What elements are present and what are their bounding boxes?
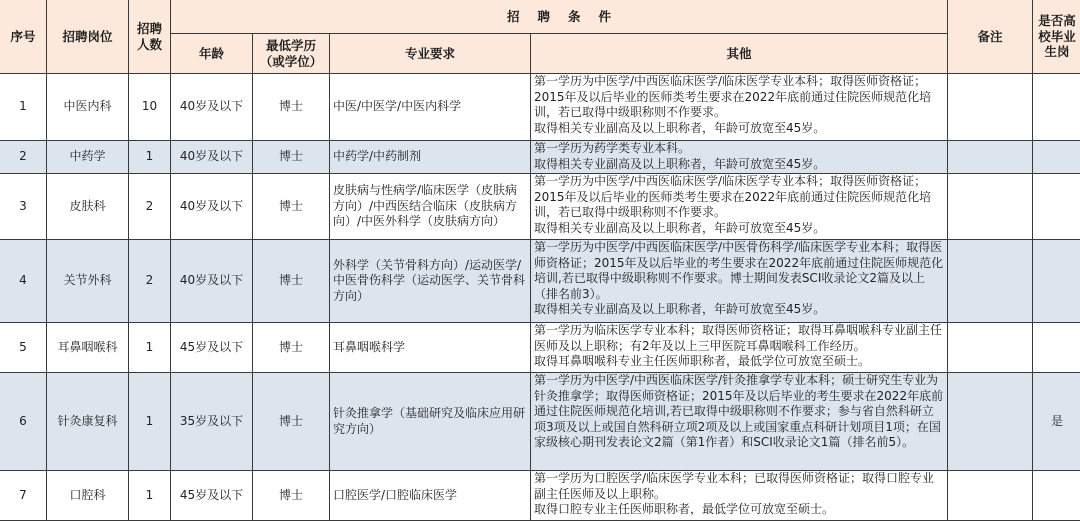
other-text: 取得耳鼻咽喉科专业主任医师职称者，最低学位可放宽至硕士。: [534, 354, 871, 368]
cell-other: [531, 141, 948, 174]
cell-degree: 博士: [253, 323, 330, 373]
cell-other: [531, 74, 948, 141]
cell-position: 皮肤科: [47, 174, 129, 240]
other-text: 第一学历为临床医学专业本科；取得医师资格证；取得耳鼻咽喉科专业副主任医师及以上职称；有2年及以上三甲医院耳鼻咽喉科工作经历。: [534, 323, 943, 353]
header-major: 专业要求: [330, 34, 531, 74]
cell-graduate-post: [1033, 74, 1080, 141]
cell-graduate-post: [1033, 174, 1080, 240]
cell-graduate-post: [1033, 240, 1080, 323]
header-remark: 备注: [948, 0, 1033, 74]
header-degree-line2: （或学位）: [259, 53, 323, 69]
cell-count: 1: [129, 471, 171, 521]
cell-degree: 博士: [253, 240, 330, 323]
other-text: 第一学历为中医学/中西医临床医学/中医骨伤科学/临床医学专业本科；取得医师资格证；2015年及以后毕业的考生要求在2022年底前通过住院医师规范化培训,若已取得中级职称则不作要求。博士期间发表SCI收录论文2篇及以上（排名前3）。: [534, 240, 944, 301]
cell-remark: [948, 74, 1033, 141]
other-text: 第一学历为中医学/中西医临床医学/临床医学专业本科；取得医师资格证；2015年及以后毕业的医师类考生要求在2022年底前通过住院医师规范化培训，若已取得中级职称则不作要求。: [534, 74, 932, 119]
cell-position: 耳鼻咽喉科: [47, 323, 129, 373]
cell-remark: [948, 240, 1033, 323]
other-text: 第一学历为中医学/中西医临床医学/针灸推拿学专业本科；硕士研究生专业为针灸推拿学；取得医师资格证；2015年及以后毕业的考生要求在2022年底前通过住院医师规范化培训,若已取得中级职称则不作要求；参与省自然科研立项3项及以上或国自然科研立项2项及以上或国家重点科研计划项目1项；在国家级核心期刊发表论文2篇（第1作者）和SCI收录论文1篇（排名前5）。: [534, 373, 944, 449]
cell-remark: [948, 323, 1033, 373]
other-text: 取得相关专业副高及以上职称者，年龄可放宽至45岁。: [534, 302, 826, 316]
cell-index: 3: [0, 174, 47, 240]
header-degree: [253, 34, 330, 74]
cell-degree: 博士: [253, 471, 330, 521]
table-row: [0, 240, 1080, 323]
header-count: [129, 0, 171, 74]
cell-degree: 博士: [253, 174, 330, 240]
header-other: 其他: [531, 34, 948, 74]
other-text: 第一学历为中医学/中西医临床医学/临床医学专业本科；取得医师资格证；2015年及以后毕业的医师类考生要求在2022年底前通过住院医师规范化培训，若已取得中级职称则不作要求。: [534, 174, 932, 219]
cell-other: [531, 471, 948, 521]
cell-remark: [948, 471, 1033, 521]
cell-count: 2: [129, 174, 171, 240]
cell-degree: 博士: [253, 373, 330, 471]
cell-count: 1: [129, 141, 171, 174]
other-text: 第一学历为口腔医学/临床医学专业本科；已取得医师资格证；取得口腔专业副主任医师及以上职称。: [534, 471, 935, 501]
cell-count: 1: [129, 373, 171, 471]
cell-other: [531, 174, 948, 240]
table-row: [0, 141, 1080, 174]
cell-age: 35岁及以下: [171, 373, 253, 471]
other-text: 取得相关专业副高及以上职称者，年龄可放宽至45岁。: [534, 120, 826, 135]
cell-index: 1: [0, 74, 47, 141]
cell-major: 针灸推拿学（基础研究及临床应用研究方向）: [330, 373, 531, 471]
header-graduate-line2: 校毕业: [1038, 28, 1076, 44]
cell-index: 6: [0, 373, 47, 471]
header-count-line1: 招聘: [136, 21, 162, 36]
cell-graduate-post: [1033, 323, 1080, 373]
cell-age: 40岁及以下: [171, 240, 253, 323]
header-graduate-line1: 是否高: [1038, 13, 1076, 29]
cell-degree: 博士: [253, 141, 330, 174]
table-row: [0, 373, 1080, 471]
cell-index: 5: [0, 323, 47, 373]
cell-count: 1: [129, 323, 171, 373]
cell-count: 10: [129, 74, 171, 141]
cell-degree: 博士: [253, 74, 330, 141]
cell-index: 7: [0, 471, 47, 521]
cell-major: 口腔医学/口腔临床医学: [330, 471, 531, 521]
table-row: [0, 471, 1080, 521]
header-index: 序号: [0, 0, 47, 74]
other-text: 第一学历为药学类专业本科。: [534, 141, 691, 155]
cell-major: 外科学（关节骨科方向）/运动医学/中医骨伤科学（运动医学、关节骨科方向）: [330, 240, 531, 323]
cell-remark: [948, 141, 1033, 174]
cell-major: 中药学/中药制剂: [330, 141, 531, 174]
cell-count: 2: [129, 240, 171, 323]
cell-position: 针灸康复科: [47, 373, 129, 471]
cell-age: 40岁及以下: [171, 174, 253, 240]
cell-other: [531, 240, 948, 323]
cell-position: 口腔科: [47, 471, 129, 521]
other-text: 取得相关专业副高及以上职称者，年龄可放宽至45岁。: [534, 220, 826, 235]
cell-position: 中医内科: [47, 74, 129, 141]
table-row: [0, 323, 1080, 373]
header-count-line2: 人数: [136, 36, 162, 52]
cell-age: 45岁及以下: [171, 471, 253, 521]
cell-remark: [948, 373, 1033, 471]
header-graduate-post: [1033, 0, 1080, 74]
cell-graduate-post: 是: [1033, 373, 1080, 471]
header-degree-line1: 最低学历: [265, 38, 316, 53]
cell-major: 皮肤病与性病学/临床医学（皮肤病方向）/中西医结合临床（皮肤病方向）/中医外科学（皮肤病方向）: [330, 174, 531, 240]
cell-position: 关节外科: [47, 240, 129, 323]
header-age: 年龄: [171, 34, 253, 74]
cell-major: 中医/中医学/中医内科学: [330, 74, 531, 141]
cell-graduate-post: [1033, 471, 1080, 521]
cell-remark: [948, 174, 1033, 240]
cell-age: 40岁及以下: [171, 141, 253, 174]
other-text: 取得相关专业副高及以上职称者，年龄可放宽至45岁。: [534, 156, 826, 171]
header-conditions-group: 招聘条件: [171, 0, 948, 34]
cell-age: 45岁及以下: [171, 323, 253, 373]
cell-age: 40岁及以下: [171, 74, 253, 141]
cell-index: 2: [0, 141, 47, 174]
header-graduate-line3: 生岗: [1044, 44, 1070, 60]
cell-other: [531, 373, 948, 471]
table-row: [0, 174, 1080, 240]
cell-position: 中药学: [47, 141, 129, 174]
table-row: [0, 74, 1080, 141]
cell-index: 4: [0, 240, 47, 323]
cell-graduate-post: [1033, 141, 1080, 174]
header-position: 招聘岗位: [47, 0, 129, 74]
cell-other: [531, 323, 948, 373]
other-text: 取得口腔专业主任医师职称者，最低学位可放宽至硕士。: [534, 502, 835, 516]
cell-major: 耳鼻咽喉科学: [330, 323, 531, 373]
